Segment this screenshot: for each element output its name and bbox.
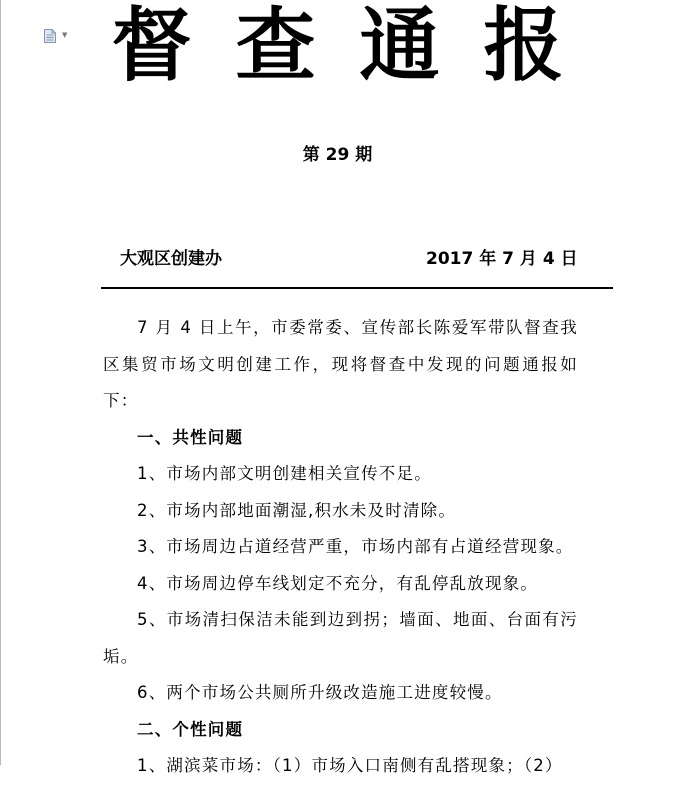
issue-number: 第 29 期 — [302, 145, 373, 165]
issue-date: 2017 年 7 月 4 日 — [426, 249, 578, 269]
list-item: 1、湖滨菜市场：（1）市场入口南侧有乱搭现象；（2） — [137, 756, 563, 775]
masthead-title: 督查通报 — [111, 0, 608, 92]
list-item: 4、市场周边停车线划定不充分，有乱停乱放现象。 — [137, 573, 539, 593]
issuing-office: 大观区创建办 — [120, 249, 222, 269]
header-divider — [101, 287, 613, 289]
document-body — [103, 310, 578, 785]
chevron-down-icon[interactable]: ▼ — [62, 31, 68, 39]
intro-paragraph: 7 月 4 日上午，市委常委、宣传部长陈爱军带队督查我区集贸市场文明创建工作，现将督查中发现的问题通报如下： — [103, 318, 578, 410]
list-item: 2、市场内部地面潮湿,积水未及时清除。 — [137, 500, 457, 520]
list-item: 6、两个市场公共厕所升级改造施工进度较慢。 — [137, 683, 503, 702]
section-heading: 二、个性问题 — [137, 719, 244, 739]
section-heading: 一、共性问题 — [137, 427, 244, 447]
list-item: 1、市场内部文明创建相关宣传不足。 — [137, 464, 432, 483]
list-item: 5、市场清扫保洁未能到边到拐；墙面、地面、台面有污垢。 — [103, 610, 578, 666]
list-item: 3、市场周边占道经营严重，市场内部有占道经营现象。 — [137, 537, 574, 556]
page-left-border — [0, 0, 1, 765]
